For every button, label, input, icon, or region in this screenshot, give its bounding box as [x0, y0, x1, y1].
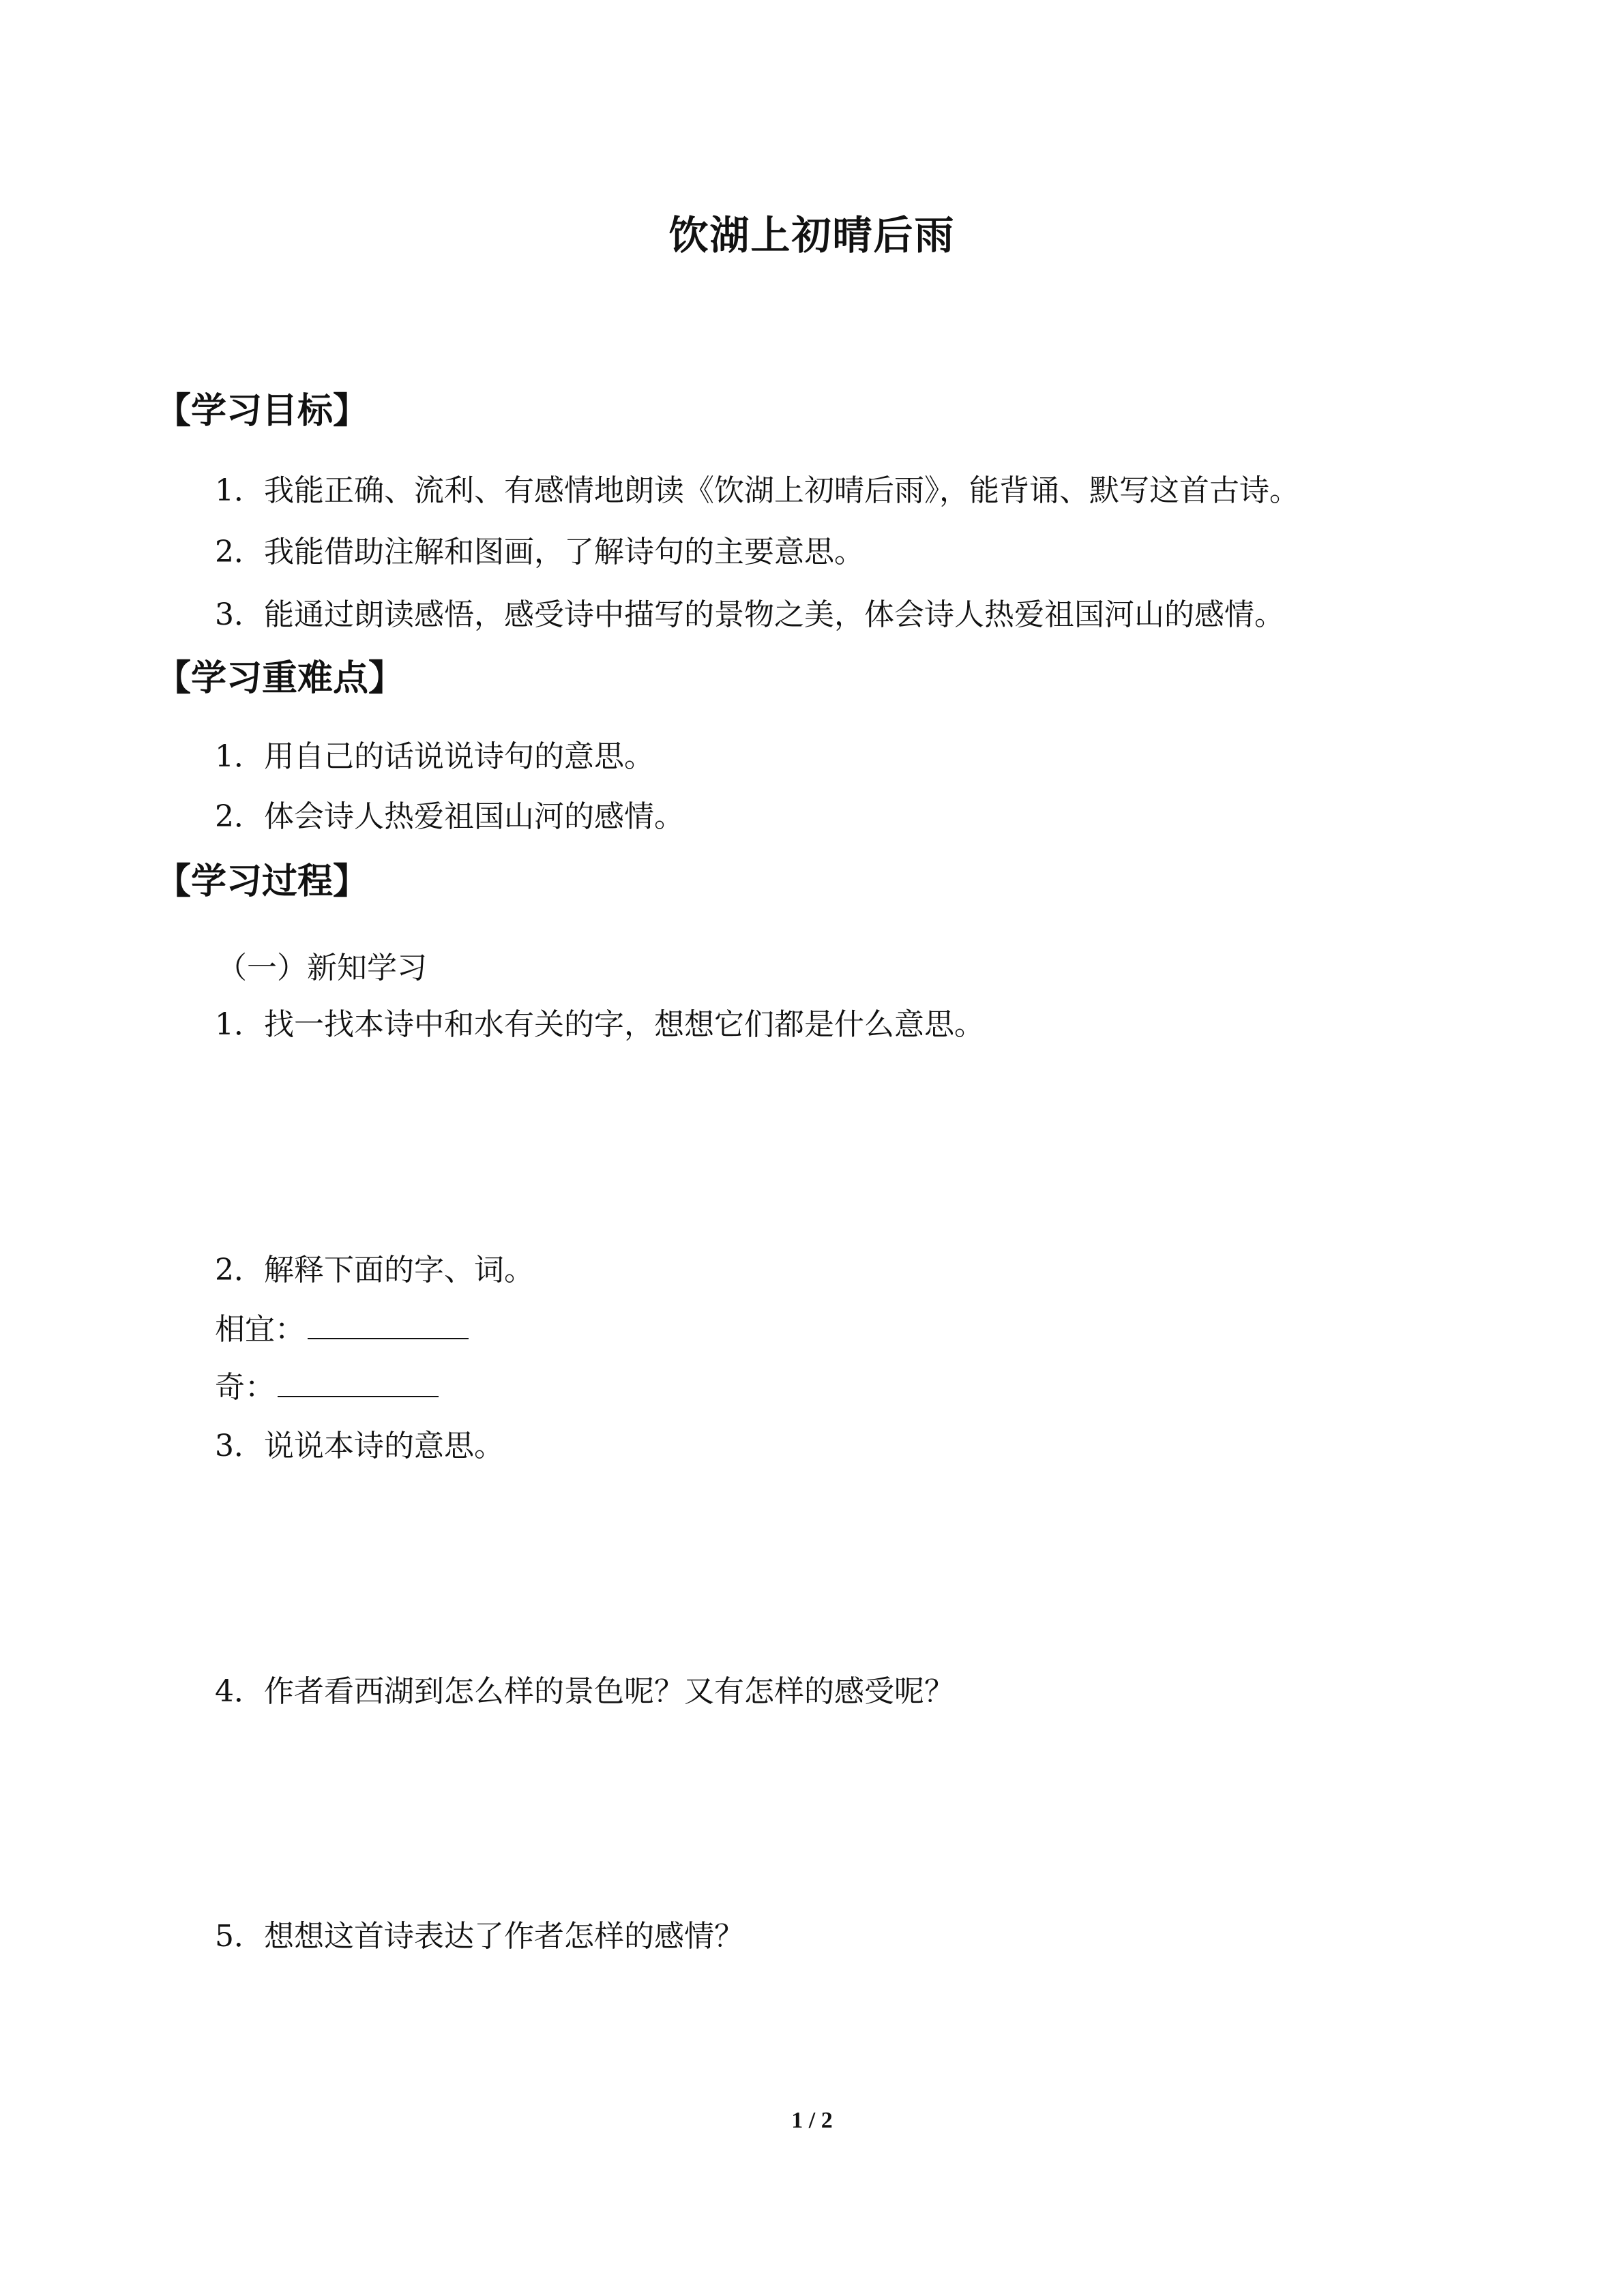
section-heading-process: 【学习过程】	[156, 861, 369, 902]
goal-item-2: 2．我能借助注解和图画，了解诗句的主要意思。	[215, 535, 864, 569]
goal-item-3: 3．能通过朗读感悟，感受诗中描写的景物之美，体会诗人热爱祖国河山的感情。	[215, 597, 1284, 632]
section-heading-key-points: 【学习重难点】	[156, 658, 404, 699]
question-1: 1．找一找本诗中和水有关的字，想想它们都是什么意思。	[215, 1007, 984, 1042]
process-subheading: （一）新知学习	[217, 951, 427, 985]
question-2: 2．解释下面的字、词。	[215, 1253, 534, 1287]
key-point-item-1: 1．用自己的话说说诗句的意思。	[215, 739, 654, 774]
term-line-1	[215, 1308, 469, 1350]
question-4: 4．作者看西湖到怎么样的景色呢？又有怎样的感受呢？	[215, 1674, 954, 1709]
key-point-item-2: 2．体会诗人热爱祖国山河的感情。	[215, 799, 684, 834]
question-3: 3．说说本诗的意思。	[215, 1429, 504, 1463]
question-5: 5．想想这首诗表达了作者怎样的感情？	[215, 1919, 744, 1954]
page-title: 饮湖上初晴后雨	[668, 212, 956, 258]
answer-blank-2[interactable]	[278, 1366, 439, 1397]
page-number: 1 / 2	[791, 2108, 833, 2133]
term-label-2: 奇：	[215, 1370, 275, 1405]
section-heading-goals: 【学习目标】	[156, 391, 369, 432]
goal-item-1: 1．我能正确、流利、有感情地朗读《饮湖上初晴后雨》，能背诵、默写这首古诗。	[215, 473, 1299, 508]
answer-blank-1[interactable]	[308, 1308, 469, 1339]
term-label-1: 相宜：	[215, 1312, 305, 1347]
term-line-2	[215, 1366, 439, 1408]
